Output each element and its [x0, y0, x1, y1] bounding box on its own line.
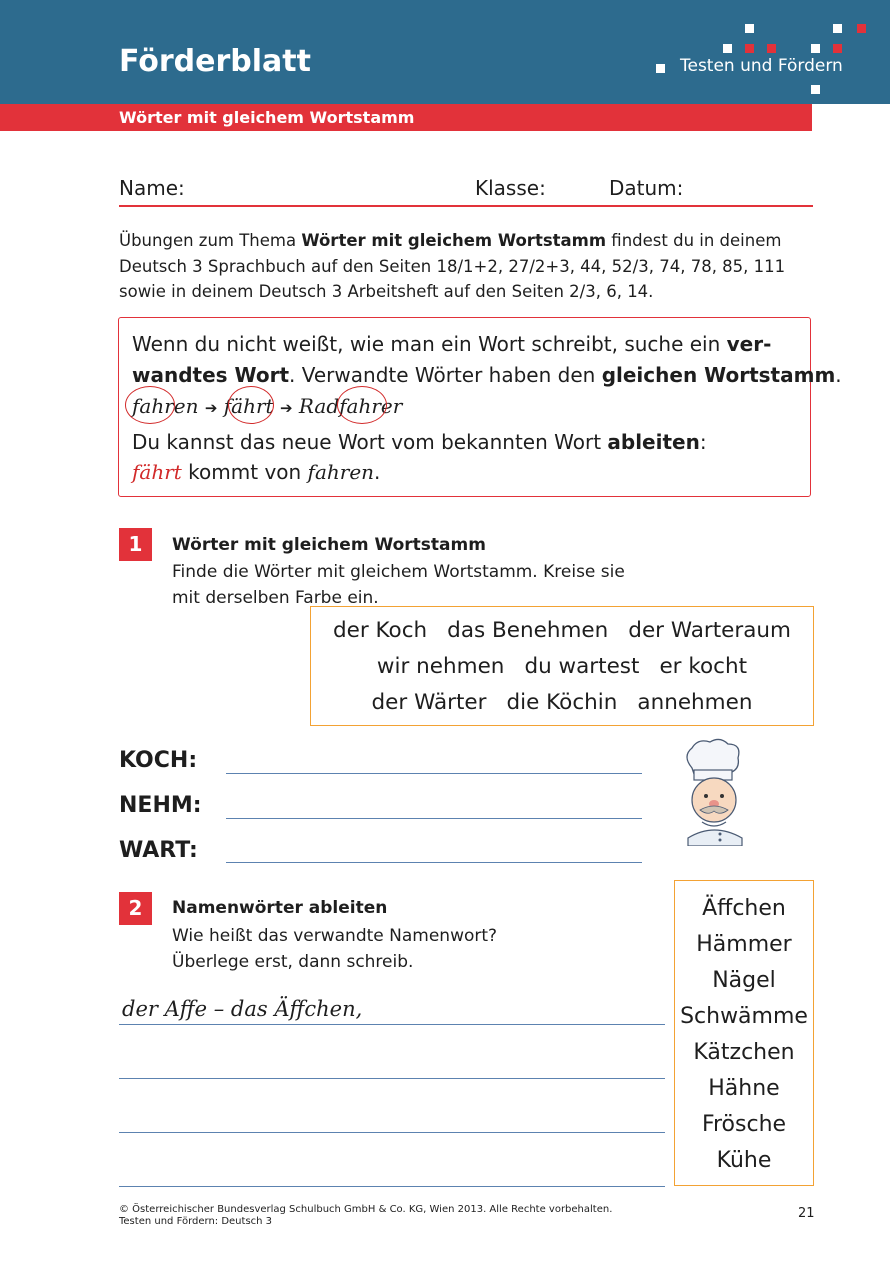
writing-line[interactable] — [119, 1186, 665, 1187]
rule-text: Wenn du nicht weißt, wie man ein Wort schreibt, suche ein — [132, 332, 727, 356]
intro-topic: Wörter mit gleichem Wortstamm — [301, 231, 607, 250]
list-item: Kätzchen — [693, 1040, 795, 1065]
answer-line[interactable] — [226, 862, 642, 863]
word[interactable]: er kocht — [659, 654, 748, 679]
derived-word: fährt — [132, 460, 182, 484]
copyright: © Österreichischer Bundesverlag Schulbuch GmbH & Co. KG, Wien 2013. Alle Rechte vorbehalten. — [119, 1204, 613, 1215]
rule-text: Du kannst das neue Wort vom bekannten Wort — [132, 430, 608, 454]
list-item: Kühe — [716, 1148, 772, 1173]
writing-line[interactable] — [119, 1078, 665, 1079]
name-label: Name: — [119, 176, 185, 200]
intro-pre: Übungen zum Thema — [119, 231, 302, 250]
writing-line[interactable] — [119, 1024, 665, 1025]
rule-line-2 — [132, 363, 842, 387]
word-row — [311, 618, 813, 643]
subtitle: Wörter mit gleichem Wortstamm — [119, 108, 415, 127]
subtitle-bar — [0, 104, 812, 131]
answer-line[interactable] — [226, 818, 642, 819]
stem-label-wart: WART: — [119, 838, 198, 863]
word-row — [311, 690, 813, 715]
stem-circle — [337, 386, 387, 424]
base-word: fahren — [307, 460, 375, 484]
word[interactable]: die Köchin — [506, 690, 618, 715]
noun-word-list — [674, 880, 814, 1186]
word[interactable]: der Koch — [332, 618, 428, 643]
rule-line-4 — [132, 430, 707, 454]
brand-name: Testen und Fördern — [680, 56, 843, 76]
series-name: Testen und Fördern: Deutsch 3 — [119, 1216, 273, 1227]
list-item: Äffchen — [702, 896, 786, 921]
page-number: 21 — [798, 1206, 815, 1221]
word[interactable]: du wartest — [524, 654, 640, 679]
list-item: Hämmer — [696, 932, 792, 957]
example-word: fahren — [132, 394, 199, 418]
word[interactable]: das Benehmen — [447, 618, 609, 643]
task-1-number: 1 — [119, 528, 152, 561]
word[interactable]: annehmen — [637, 690, 753, 715]
list-item: Schwämme — [680, 1004, 808, 1029]
rule-bold: ver- — [726, 332, 772, 356]
task-2-number: 2 — [119, 892, 152, 925]
rule-text: kommt von — [181, 460, 308, 484]
list-item: Frösche — [701, 1112, 787, 1137]
footer — [119, 1204, 612, 1228]
stem-label-koch: KOCH: — [119, 748, 198, 773]
list-item: Nägel — [712, 968, 776, 993]
task-2-title: Namenwörter ableiten — [172, 898, 388, 918]
word-row — [311, 654, 813, 679]
stem-circle — [228, 386, 274, 424]
rule-box — [118, 317, 842, 497]
rule-bold: wandtes Wort — [132, 363, 290, 387]
stem-circle — [125, 386, 175, 424]
arrow-icon: ➔ — [204, 399, 218, 417]
page-title: Förderblatt — [119, 44, 311, 79]
task-1-text: Finde die Wörter mit gleichem Wortstamm. Kreise sie mit derselben Farbe ein. — [172, 562, 625, 608]
task-2-text-1: Wie heißt das verwandte Namenwort? — [172, 926, 498, 946]
example-word: fährt — [223, 394, 274, 418]
intro-post: findest du in deinem Deutsch 3 Sprachbuch auf den Seiten 18/1+2, 27/2+3, 44, 52/3, 74, 78, 85, 111 sowie in deinem Deutsch 3 Arbeitsheft auf den Seiten 2/3, 6, 14. — [119, 231, 786, 301]
class-label: Klasse: — [475, 176, 546, 200]
name-underline — [119, 205, 813, 207]
word[interactable]: wir nehmen — [376, 654, 505, 679]
rule-bold: gleichen Wortstamm — [601, 363, 836, 387]
arrow-icon: ➔ — [279, 399, 293, 417]
task-2-text-2: Überlege erst, dann schreib. — [172, 952, 414, 972]
intro-text — [119, 228, 819, 305]
rule-line-1 — [132, 332, 771, 356]
handwritten-example: der Affe – das Äffchen, — [122, 997, 363, 1021]
example-word: Radfahrer — [298, 394, 403, 418]
answer-line[interactable] — [226, 773, 642, 774]
list-item: Hähne — [708, 1076, 780, 1101]
rule-text: . — [374, 460, 381, 484]
rule-bold: ableiten — [607, 430, 700, 454]
chef-illustration-icon — [668, 738, 760, 846]
rule-text: . Verwandte Wörter haben den — [289, 363, 602, 387]
word-box — [310, 606, 814, 726]
word[interactable]: der Wärter — [371, 690, 487, 715]
brand-bullet-icon — [656, 64, 665, 73]
writing-line[interactable] — [119, 1132, 665, 1133]
task-1-title: Wörter mit gleichem Wortstamm — [172, 535, 486, 555]
date-label: Datum: — [609, 176, 684, 200]
rule-text: : — [699, 430, 707, 454]
rule-line-5 — [132, 460, 380, 484]
stem-label-nehm: NEHM: — [119, 793, 202, 818]
rule-text: . — [835, 363, 842, 387]
word[interactable]: der Warteraum — [628, 618, 791, 643]
